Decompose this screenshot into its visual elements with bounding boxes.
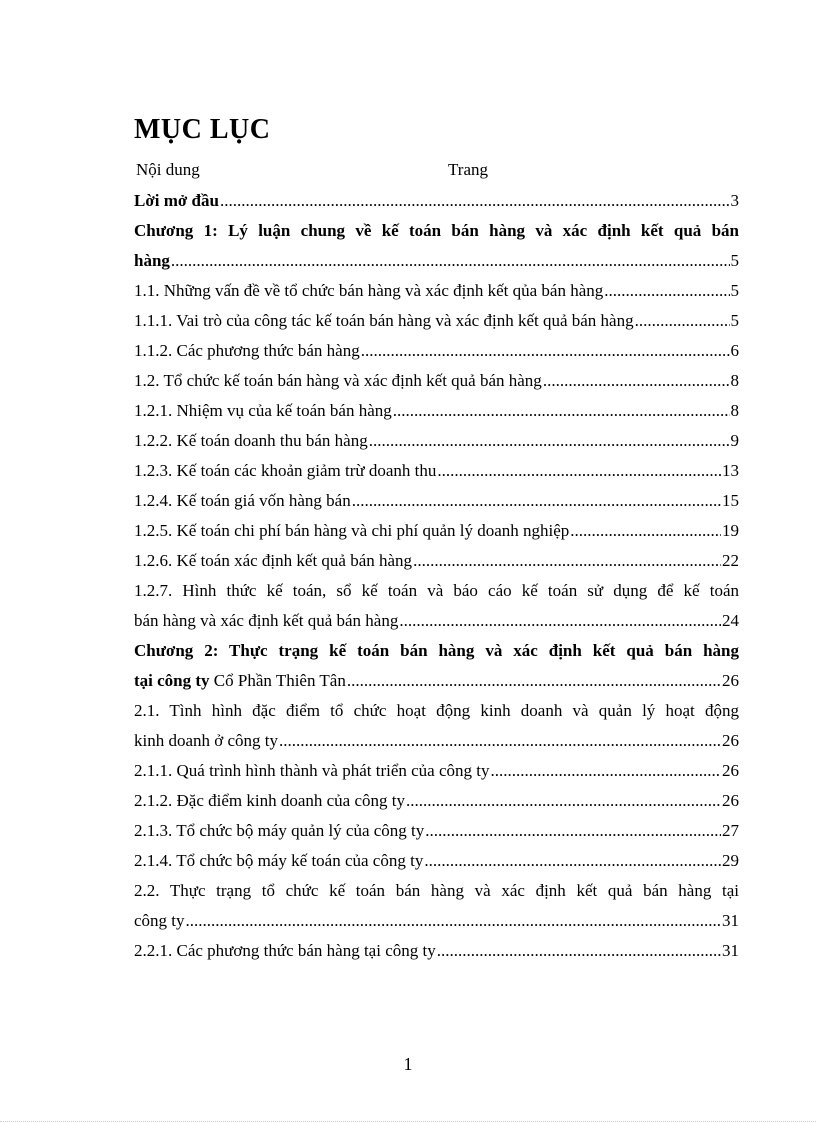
toc-entry-text: 2.2.1. Các phương thức bán hàng tại công ty — [134, 941, 436, 960]
toc-entry-text: hàng — [134, 251, 170, 270]
toc-entry-text: 1.1.1. Vai trò của công tác kế toán bán hàng và xác định kết quả bán hàng — [134, 311, 634, 330]
toc-entry[interactable] — [134, 906, 739, 936]
page-bottom-divider — [0, 1121, 816, 1122]
toc-entry-page: 8 — [730, 401, 739, 420]
dot-leader — [399, 606, 721, 636]
toc-entry-text: 1.2.7. Hình thức kế toán, sổ kế toán và báo cáo kế toán sử dụng để kế toán — [134, 581, 739, 600]
toc-entry-text: Chương 1: Lý luận chung về kế toán bán hàng và xác định kết quả bán — [134, 221, 739, 240]
toc-entry-page: 24 — [722, 611, 739, 630]
toc-entry-page: 19 — [722, 521, 739, 540]
dot-leader — [543, 366, 730, 396]
page-column-label: Trang — [448, 160, 488, 179]
toc-entry-page: 26 — [722, 761, 739, 780]
toc-entry-page: 27 — [722, 821, 739, 840]
toc-entry[interactable] — [134, 216, 739, 246]
toc-entry[interactable] — [134, 336, 739, 366]
toc-entry[interactable] — [134, 816, 739, 846]
dot-leader — [279, 726, 721, 756]
dot-leader — [347, 666, 721, 696]
toc-entry-text: công ty — [134, 911, 185, 930]
toc-entry[interactable] — [134, 276, 739, 306]
toc-entry[interactable] — [134, 666, 739, 696]
dot-leader — [425, 816, 721, 846]
toc-entry-text: 1.1. Những vấn đề về tổ chức bán hàng và xác định kết qủa bán hàng — [134, 281, 604, 300]
toc-entry-page: 22 — [722, 551, 739, 570]
toc-entry-text: 1.2.3. Kế toán các khoản giảm trừ doanh thu — [134, 461, 437, 480]
toc-entry-text: 1.2.4. Kế toán giá vốn hàng bán — [134, 491, 351, 510]
toc-entry-page: 26 — [722, 671, 739, 690]
toc-entry[interactable] — [134, 396, 739, 426]
toc-entry-text: 2.1.4. Tổ chức bộ máy kế toán của công ty — [134, 851, 424, 870]
dot-leader — [437, 456, 721, 486]
toc-entry[interactable] — [134, 306, 739, 336]
toc-entry-text: 1.2.6. Kế toán xác định kết quả bán hàng — [134, 551, 413, 570]
toc-entry-text: 1.2. Tổ chức kế toán bán hàng và xác định kết quả bán hàng — [134, 371, 542, 390]
toc-entry-text: Lời mở đầu — [134, 191, 219, 210]
dot-leader — [424, 846, 721, 876]
toc-entry-text: kinh doanh ở công ty — [134, 731, 279, 750]
toc-entry[interactable] — [134, 516, 739, 546]
content-column-label: Nội dung — [136, 160, 200, 179]
toc-entry-text: 2.1.1. Quá trình hình thành và phát triển của công ty — [134, 761, 490, 780]
dot-leader — [570, 516, 721, 546]
toc-entry-text: 2.1.3. Tổ chức bộ máy quản lý của công ty — [134, 821, 425, 840]
page-number: 1 — [403, 1054, 413, 1074]
dot-leader — [406, 786, 721, 816]
toc-entry[interactable] — [134, 576, 739, 606]
toc-entry[interactable] — [134, 456, 739, 486]
toc-entry-text: bán hàng và xác định kết quả bán hàng — [134, 611, 399, 630]
toc-entry[interactable] — [134, 636, 739, 666]
toc-entry[interactable] — [134, 366, 739, 396]
toc-entry[interactable] — [134, 186, 739, 216]
toc-entry-page: 5 — [730, 251, 739, 270]
dot-leader — [369, 426, 730, 456]
toc-title: MỤC LỤC — [134, 114, 271, 145]
toc-entry[interactable] — [134, 756, 739, 786]
toc-entry-text: 1.2.1. Nhiệm vụ của kế toán bán hàng — [134, 401, 392, 420]
toc-entry-page: 15 — [722, 491, 739, 510]
dot-leader — [361, 336, 730, 366]
toc-entry-page: 9 — [730, 431, 739, 450]
toc-entry[interactable] — [134, 696, 739, 726]
toc-entry-text-extra: Cổ Phần Thiên Tân — [209, 671, 346, 690]
toc-entry-page: 29 — [722, 851, 739, 870]
toc-entry-text: tại công ty — [134, 671, 210, 690]
toc-entry-page: 5 — [730, 311, 739, 330]
toc-entry[interactable] — [134, 246, 739, 276]
toc-entry[interactable] — [134, 546, 739, 576]
dot-leader — [437, 936, 721, 966]
toc-entry[interactable] — [134, 486, 739, 516]
toc-entry-text: 1.1.2. Các phương thức bán hàng — [134, 341, 360, 360]
toc-entry-page: 13 — [722, 461, 739, 480]
toc-entry-text: Chương 2: Thực trạng kế toán bán hàng và xác định kết quả bán hàng — [134, 641, 739, 660]
toc-entry[interactable] — [134, 726, 739, 756]
dot-leader — [413, 546, 721, 576]
toc-entry-text: 1.2.2. Kế toán doanh thu bán hàng — [134, 431, 368, 450]
toc-entry[interactable] — [134, 846, 739, 876]
toc-entry-page: 26 — [722, 791, 739, 810]
toc-entry[interactable] — [134, 936, 739, 966]
toc-header — [134, 160, 740, 184]
toc-entry[interactable] — [134, 876, 739, 906]
dot-leader — [393, 396, 730, 426]
dot-leader — [220, 186, 730, 216]
toc-entry-page: 26 — [722, 731, 739, 750]
toc-entry[interactable] — [134, 606, 739, 636]
toc-entry-text: 2.1.2. Đặc điểm kinh doanh của công ty — [134, 791, 405, 810]
toc-entry-page: 6 — [730, 341, 739, 360]
dot-leader — [352, 486, 721, 516]
dot-leader — [186, 906, 721, 936]
toc-entry[interactable] — [134, 786, 739, 816]
toc-entry-page: 5 — [730, 281, 739, 300]
toc-entry-text: 2.1. Tình hình đặc điểm tổ chức hoạt động kinh doanh và quản lý hoạt động — [134, 701, 739, 720]
toc-entry-text: 2.2. Thực trạng tổ chức kế toán bán hàng và xác định kết quả bán hàng tại — [134, 881, 739, 900]
toc-entry-page: 8 — [730, 371, 739, 390]
toc-entry-page: 31 — [722, 941, 739, 960]
dot-leader — [604, 276, 729, 306]
dot-leader — [635, 306, 730, 336]
toc-list — [134, 186, 739, 966]
toc-entry[interactable] — [134, 426, 739, 456]
toc-entry-text: 1.2.5. Kế toán chi phí bán hàng và chi phí quản lý doanh nghiệp — [134, 521, 570, 540]
toc-entry-page: 31 — [722, 911, 739, 930]
dot-leader — [171, 246, 730, 276]
dot-leader — [491, 756, 722, 786]
toc-entry-page: 3 — [730, 191, 739, 210]
